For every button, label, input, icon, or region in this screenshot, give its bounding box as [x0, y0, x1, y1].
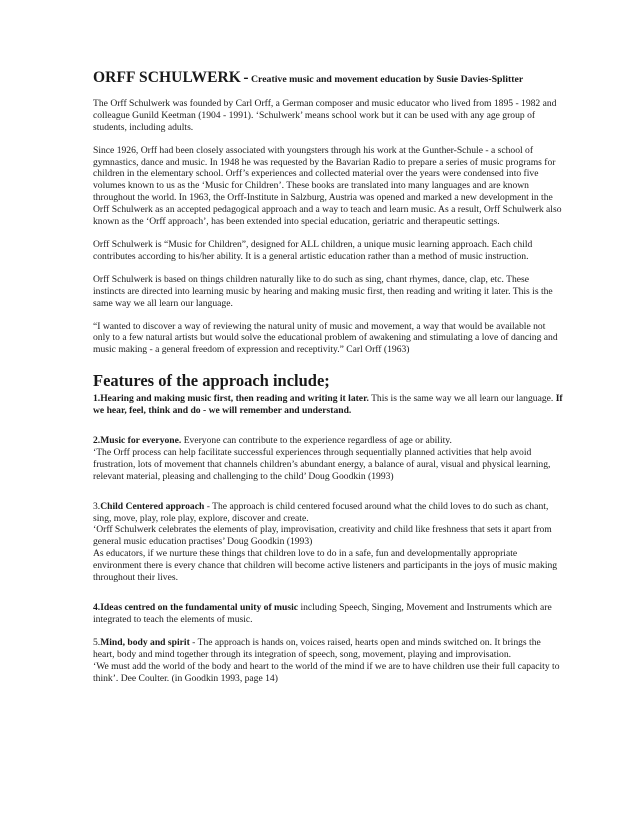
natural-instincts-paragraph: Orff Schulwerk is based on things children naturally like to do such as sing, chant rhymes, dance, clap, etc. These instincts are directed into learning music by hearing and making music first, then reading and writing it later. This is the same way we all learn our language.	[93, 273, 553, 309]
title-separator: -	[243, 69, 249, 86]
feature-number: 1.	[93, 393, 101, 405]
feature-title: Hearing and making music first, then reading and writing it later.	[100, 393, 369, 405]
feature-title: Child Centered approach	[100, 500, 205, 512]
feature-note: As educators, if we nurture these things that children love to do in a safe, fun and developmentally appropriate environment there is every chance that children will become active listeners and participants in the joys of music making throughout their lives.	[93, 548, 558, 584]
page-subtitle: Creative music and movement education by Susie Davies-Splitter	[250, 74, 524, 85]
feature-title: Music for everyone.	[100, 435, 182, 447]
page-title: ORFF SCHULWERK	[93, 69, 241, 86]
feature-quote: ‘Orff Schulwerk celebrates the elements of play, improvisation, creativity and child like freshness that sets it apart from general music education practises’ Doug Goodkin (1993)	[93, 524, 552, 548]
intro-paragraph: The Orff Schulwerk was founded by Carl Orff, a German composer and music educator who lived from 1895 - 1982 and colleague Gunild Keetman (1904 - 1991). ‘Schulwerk’ means school work but it can be used with any age group of students, including adults.	[93, 97, 557, 133]
feature-text: - The approach is child centered focused around what the child loves to do such as chant, sing, move, play, role play, explore, discover and create.	[93, 500, 549, 524]
feature-item-1	[93, 393, 563, 417]
feature-text: Everyone can contribute to the experience regardless of age or ability.	[181, 435, 452, 447]
document-header	[93, 69, 563, 86]
feature-number: 5.	[93, 636, 101, 648]
feature-emphasis: If we hear, feel, think and do - we will remember and understand.	[93, 393, 563, 417]
orff-quote-paragraph: “I wanted to discover a way of reviewing the natural unity of music and movement, a way that would be available not only to a few natural artists but would solve the educational problem of awakening and stimulating a love of dancing and music making - a general freedom of expression and receptivity.” Carl Orff (1963)	[93, 320, 558, 356]
features-heading: Features of the approach include;	[93, 371, 330, 391]
feature-item-2	[93, 435, 563, 483]
document-content	[93, 69, 563, 695]
feature-item-3	[93, 501, 563, 584]
feature-number: 4.	[93, 602, 101, 613]
feature-title: Ideas centred on the fundamental unity of music	[100, 602, 299, 613]
feature-item-4	[93, 602, 563, 626]
feature-quote: ‘We must add the world of the body and heart to the world of the mind if we are to have children use their full capacity to think’. Dee Coulter. (in Goodkin 1993, page 14)	[93, 660, 560, 684]
feature-text: This is the same way we all learn our language.	[368, 393, 556, 405]
feature-item-5	[93, 637, 563, 685]
history-paragraph: Since 1926, Orff had been closely associated with youngsters through his work at the Gunther-Schule - a school of gymnastics, dance and music. In 1948 he was requested by the Bavarian Radio to prepare a series of music programs for children in the elementary school. Orff’s experiences and collected material over the years were condensed into five volumes known to us as the ‘Music for Children’. These books are translated into many languages and are known throughout the world. In 1963, the Orff-Institute in Salzburg, Austria was opened and marked a new development in the Orff Schulwerk as an accepted pedagogical approach and a way to teach and learn music. As a result, Orff Schulwerk also known as the ‘Orff approach’, has been extended into special education, geriatric and therapeutic settings.	[93, 144, 562, 228]
feature-text: including Speech, Singing, Movement and Instruments which are integrated to teach the elements of music.	[93, 602, 552, 625]
feature-text: - The approach is hands on, voices raised, hearts open and minds switched on. It brings the heart, body and mind together through its integration of speech, song, movement, playing and improvisation.	[93, 636, 541, 660]
feature-title: Mind, body and spirit	[100, 636, 190, 648]
feature-quote: ‘The Orff process can help facilitate successful experiences through sequentially planned activities that help avoid frustration, lots of movement that channels children’s abundant energy, a balance of aural, visual and physical learning, relevant material, pleasing and challenging to the child’ Doug Goodkin (1993)	[93, 446, 551, 482]
feature-number: 2.	[93, 435, 101, 447]
feature-number: 3.	[93, 500, 101, 512]
music-for-children-paragraph: Orff Schulwerk is “Music for Children”, designed for ALL children, a unique music learning approach. Each child contributes according to his/her ability. It is a general artistic education rather than a method of music instruction.	[93, 238, 533, 262]
